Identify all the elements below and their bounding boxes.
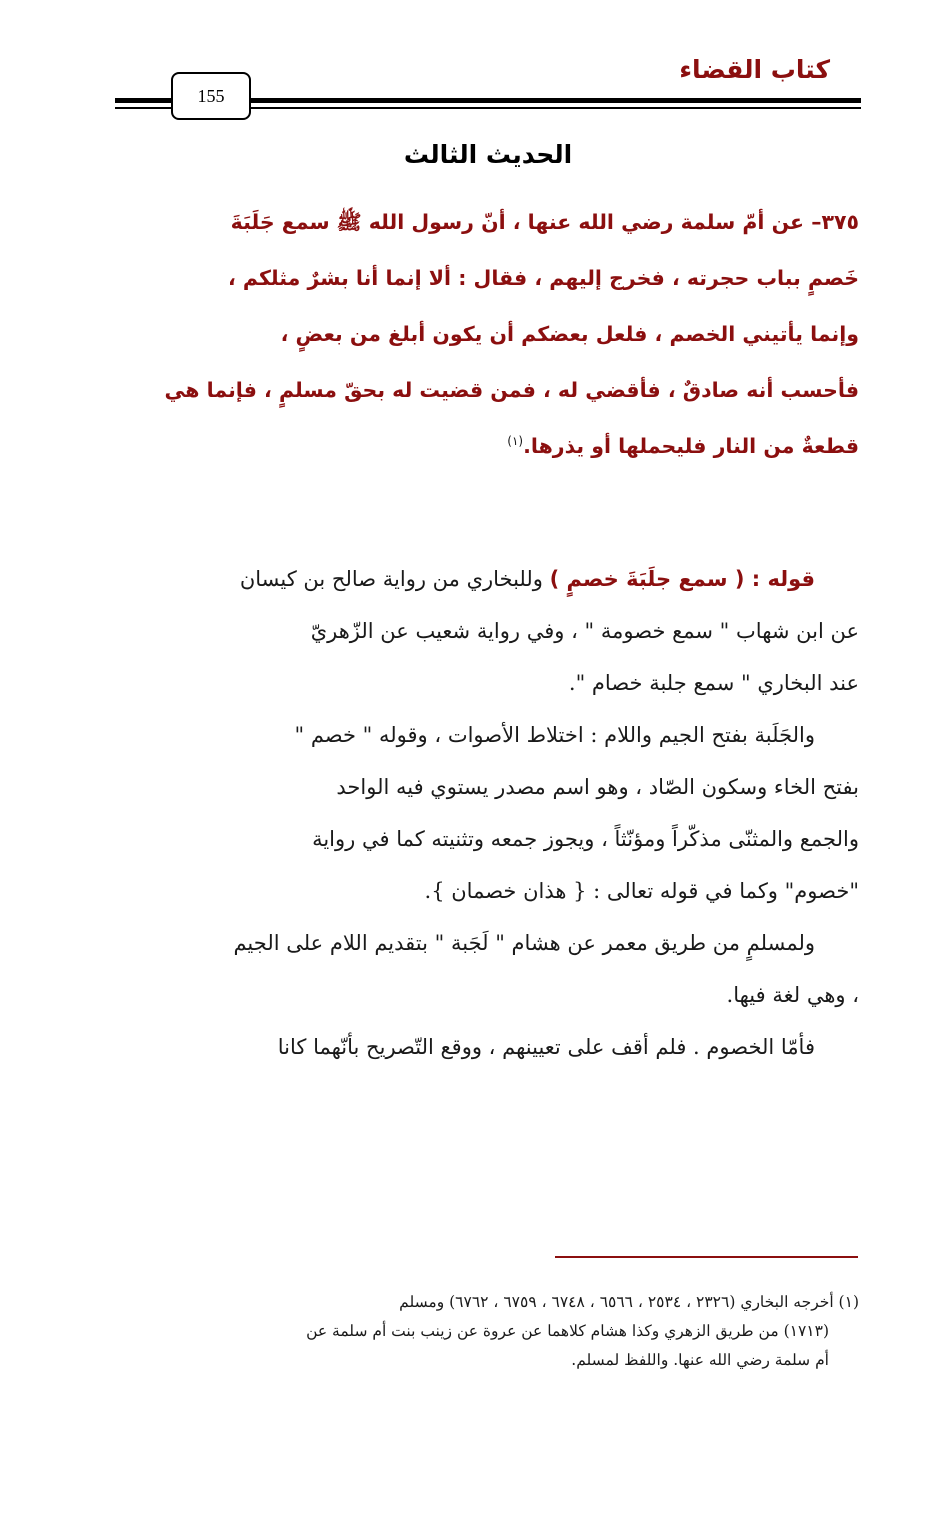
footnote-marker[interactable]: (١)	[507, 434, 524, 449]
footnote-separator	[555, 1256, 858, 1258]
commentary-line: ، وهي لغة فيها.	[726, 983, 859, 1007]
hadith-text	[112, 194, 859, 474]
hadith-line: ٣٧٥– عن أمّ سلمة رضي الله عنها ، أنّ رسول الله ﷺ سمع جَلَبَةَ	[230, 210, 859, 234]
book-title: كتاب القضاء	[679, 55, 830, 84]
footnote-line: أم سلمة رضي الله عنها. واللفظ لمسلم.	[571, 1351, 829, 1369]
page-number: 155	[197, 85, 225, 106]
footnotes	[112, 1288, 859, 1375]
commentary-line: "خصوم" وكما في قوله تعالى : { هذان خصمان }.	[424, 879, 859, 903]
commentary-line	[112, 553, 859, 605]
quoted-phrase: قوله : ( سمع جلَبَةَ خصمٍ )	[549, 567, 815, 591]
hadith-line: خَصمٍ بباب حجرته ، فخرج إليهم ، فقال : ألا إنما أنا بشرٌ مثلكم ،	[227, 266, 859, 290]
hadith-line-last	[112, 418, 859, 474]
commentary-line: والجَلَبة بفتح الجيم واللام : اختلاط الأصوات ، وقوله " خصم "	[294, 723, 815, 747]
commentary-line: ولمسلمٍ من طريق معمر عن هشام " لَجَبة " بتقديم اللام على الجيم	[233, 931, 815, 955]
footnote-line: (١٧١٣) من طريق الزهري وكذا هشام كلاهما عن عروة عن زينب بنت أم سلمة عن	[306, 1322, 829, 1340]
hadith-line: فأحسب أنه صادقٌ ، فأقضي له ، فمن قضيت له بحقّ مسلمٍ ، فإنما هي	[164, 378, 859, 402]
commentary-line: والجمع والمثنّى مذكّراً ومؤنّثاً ، ويجوز جمعه وتثنيته كما في رواية	[312, 827, 859, 851]
commentary-line: عند البخاري " سمع جلبة خصام ".	[568, 671, 859, 695]
commentary-text-run: وللبخاري من رواية صالح بن كيسان	[239, 567, 550, 591]
commentary-line: بفتح الخاء وسكون الصّاد ، وهو اسم مصدر يستوي فيه الواحد	[336, 775, 859, 799]
commentary-line: فأمّا الخصوم . فلم أقف على تعيينهم ، ووقع التّصريح بأنّهما كانا	[277, 1035, 815, 1059]
hadith-line: وإنما يأتيني الخصم ، فلعل بعضكم أن يكون أبلغ من بعضٍ ،	[280, 322, 859, 346]
section-title: الحديث الثالث	[403, 140, 573, 169]
hadith-line-text: قطعةٌ من النار فليحملها أو يذرها.	[523, 434, 859, 458]
page-number-box	[171, 72, 251, 120]
commentary-line: عن ابن شهاب " سمع خصومة " ، وفي رواية شعيب عن الزّهريّ	[310, 619, 859, 643]
footnote-line: (١) أخرجه البخاري (٢٣٢٦ ، ٢٥٣٤ ، ٦٥٦٦ ، ٦٧٤٨ ، ٦٧٥٩ ، ٦٧٦٢) ومسلم	[399, 1293, 859, 1311]
commentary-text	[112, 553, 859, 1073]
